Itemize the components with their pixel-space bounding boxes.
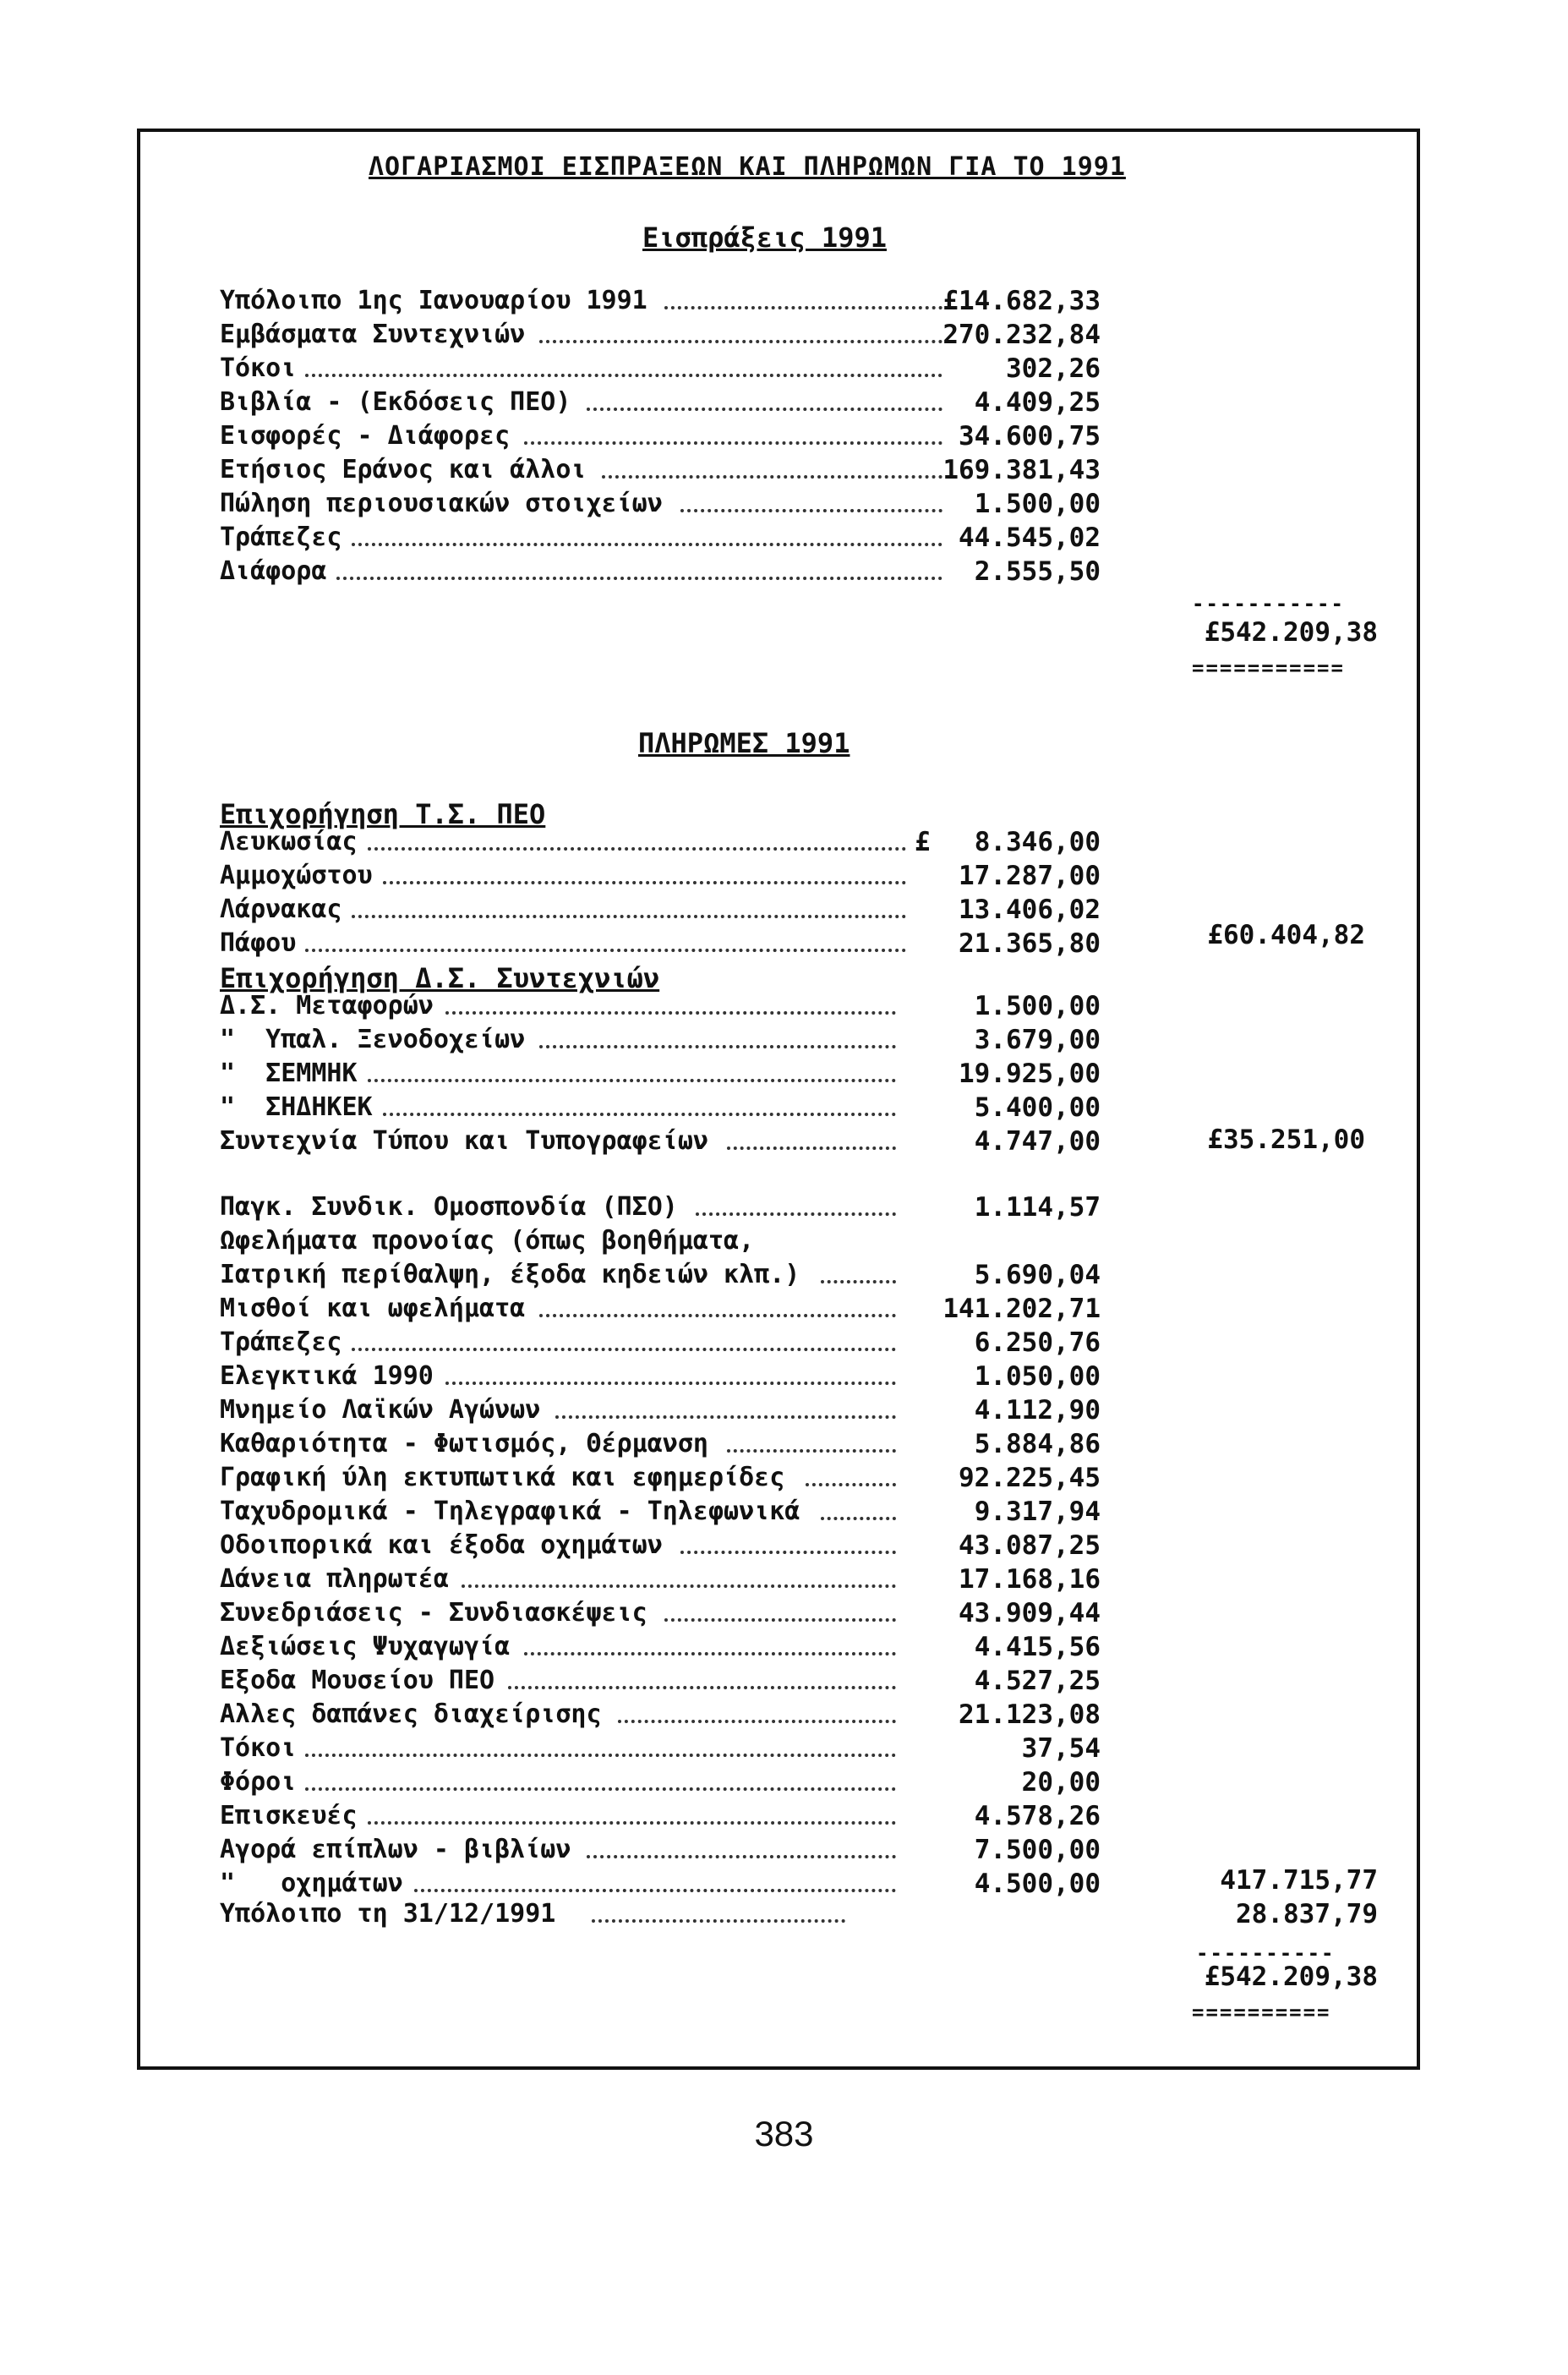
- ledger-row: [220, 1767, 1420, 1801]
- ledger-amount: 5.400,00: [974, 1092, 1101, 1123]
- ledger-amount: 1.500,00: [974, 489, 1101, 519]
- ledger-label: Ελεγκτικά 1990: [220, 1361, 434, 1391]
- leader-dots: [727, 1146, 896, 1150]
- leader-dots: [592, 1919, 845, 1923]
- ledger-row: [220, 1801, 1420, 1835]
- ledger-row: [220, 1429, 1420, 1463]
- ledger-label: " ΣΗΔΗΚΕΚ: [220, 1092, 373, 1122]
- ledger-amount: 9.317,94: [974, 1497, 1101, 1527]
- ledger-amount: 4.415,56: [974, 1632, 1101, 1662]
- ledger-label: Αγορά επίπλων - βιβλίων: [220, 1835, 571, 1864]
- payments-total: £542.209,38: [1204, 1962, 1378, 1992]
- statement-title: ΛΟΓΑΡΙΑΣΜΟΙ ΕΙΣΠΡΑΞΕΩΝ ΚΑΙ ΠΛΗΡΩΜΩΝ ΓΙΑ ΤΟ 1991: [369, 152, 1126, 182]
- ledger-amount: 19.925,00: [959, 1059, 1101, 1089]
- leader-dots: [508, 1686, 896, 1689]
- leader-dots: [524, 441, 943, 445]
- ledger-amount: 7.500,00: [974, 1835, 1101, 1865]
- ledger-amount: 4.409,25: [974, 387, 1101, 418]
- ledger-amount: 21.365,80: [959, 928, 1101, 959]
- leader-dots: [696, 1212, 896, 1216]
- leader-dots: [821, 1517, 896, 1520]
- ledger-amount: 37,54: [1021, 1733, 1101, 1764]
- ledger-row: [220, 489, 1420, 523]
- leader-dots: [305, 374, 943, 377]
- payments-heading: ΠΛΗΡΩΜΕΣ 1991: [638, 727, 850, 759]
- ledger-label: Ταχυδρομικά - Τηλεγραφικά - Τηλεφωνικά: [220, 1497, 800, 1526]
- leader-dots: [368, 1821, 897, 1825]
- leader-dots: [305, 1754, 897, 1757]
- payments-rule-bottom: ==========: [1192, 2000, 1331, 2024]
- subsidy-teo-heading: Επιχορήγηση Τ.Σ. ΠΕΟ: [220, 798, 546, 830]
- leader-dots: [383, 1113, 896, 1116]
- ledger-amount: 17.287,00: [959, 861, 1101, 891]
- ledger-amount: 13.406,02: [959, 895, 1101, 925]
- ledger-row: [220, 286, 1420, 320]
- other-payments-total: 417.715,77: [1220, 1865, 1378, 1896]
- ledger-amount: 5.690,04: [974, 1260, 1101, 1290]
- leader-dots: [305, 1787, 897, 1791]
- ledger-amount: 44.545,02: [959, 523, 1101, 553]
- leader-dots: [305, 949, 907, 952]
- receipts-total: £542.209,38: [1204, 617, 1378, 648]
- ledger-label: Διάφορα: [220, 556, 327, 586]
- leader-dots: [462, 1584, 897, 1588]
- balance-row: [220, 1899, 1420, 1933]
- ledger-amount: 141.202,71: [942, 1294, 1101, 1324]
- leader-dots: [524, 1652, 897, 1655]
- ledger-amount: 1.500,00: [974, 991, 1101, 1021]
- ledger-label: " ΣΕΜΜΗΚ: [220, 1059, 358, 1088]
- ledger-row: [220, 1059, 1420, 1092]
- leader-dots: [680, 1551, 897, 1554]
- ledger-row: [220, 991, 1420, 1025]
- ledger-row: [220, 387, 1420, 421]
- ledger-label: Εισφορές - Διάφορες: [220, 421, 511, 451]
- ledger-label: Πώληση περιουσιακών στοιχείων: [220, 489, 663, 518]
- ledger-label: Δ.Σ. Μεταφορών: [220, 991, 434, 1021]
- leader-dots: [618, 1720, 897, 1723]
- ledger-label: Ετήσιος Εράνος και άλλοι: [220, 455, 587, 484]
- ledger-amount: 4.578,26: [974, 1801, 1101, 1831]
- ledger-amount: 8.346,00: [974, 827, 1101, 857]
- ledger-label: Τόκοι: [220, 353, 297, 383]
- ledger-row: [220, 1632, 1420, 1666]
- receipts-heading: Εισπράξεις 1991: [642, 222, 887, 254]
- ledger-label: Καθαριότητα - Φωτισμός, Θέρμανση: [220, 1429, 708, 1458]
- ledger-row: [220, 1226, 1420, 1260]
- ledger-label: Λάρνακας: [220, 895, 342, 924]
- ledger-row: [220, 320, 1420, 353]
- subsidy-ds-total: £35.251,00: [1207, 1125, 1365, 1155]
- ledger-row: [220, 1497, 1420, 1530]
- ledger-label: Τόκοι: [220, 1733, 297, 1763]
- ledger-label: Τράπεζες: [220, 523, 342, 552]
- ledger-amount: 43.909,44: [959, 1598, 1101, 1628]
- leader-dots: [821, 1280, 896, 1283]
- ledger-row: [220, 1699, 1420, 1733]
- ledger-amount: 34.600,75: [959, 421, 1101, 451]
- payments-rule-top: ----------: [1196, 1941, 1336, 1965]
- ledger-row: [220, 1092, 1420, 1126]
- ledger-row: [220, 421, 1420, 455]
- leader-dots: [352, 1348, 896, 1351]
- ledger-amount: 3.679,00: [974, 1025, 1101, 1055]
- leader-dots: [368, 1079, 897, 1082]
- ledger-amount: 4.747,00: [974, 1126, 1101, 1157]
- ledger-row: [220, 455, 1420, 489]
- leader-dots: [602, 475, 942, 479]
- leader-dots: [539, 1045, 896, 1048]
- receipts-rule-bottom: ===========: [1192, 656, 1345, 680]
- ledger-amount: 169.381,43: [942, 455, 1101, 485]
- ledger-label: Επισκευές: [220, 1801, 358, 1831]
- page-number: 383: [754, 2114, 814, 2153]
- ledger-amount: 1.114,57: [974, 1192, 1101, 1223]
- ledger-amount: 4.112,90: [974, 1395, 1101, 1426]
- ledger-amount: 20,00: [1021, 1767, 1101, 1798]
- ledger-row: [220, 1327, 1420, 1361]
- leader-dots: [539, 1314, 896, 1317]
- ledger-amount: 17.168,16: [959, 1564, 1101, 1595]
- ledger-label: Βιβλία - (Εκδόσεις ΠΕΟ): [220, 387, 571, 417]
- ledger-label: Γραφική ύλη εκτυπωτικά και εφημερίδες: [220, 1463, 785, 1492]
- ledger-label: Φόροι: [220, 1767, 297, 1797]
- ledger-amount: 92.225,45: [959, 1463, 1101, 1493]
- subsidy-teo-total: £60.404,82: [1207, 920, 1365, 950]
- ledger-label: Μισθοί και ωφελήματα: [220, 1294, 526, 1323]
- ledger-label: Οδοιπορικά και έξοδα οχημάτων: [220, 1530, 663, 1560]
- ledger-amount: 2.555,50: [974, 556, 1101, 587]
- ledger-label: Αλλες δαπάνες διαχείρισης: [220, 1699, 602, 1729]
- ledger-row: [220, 1598, 1420, 1632]
- balance-label: Υπόλοιπο τη 31/12/1991: [220, 1899, 556, 1929]
- leader-dots: [352, 915, 906, 918]
- subsidy-ds-heading: Επιχορήγηση Δ.Σ. Συντεχνιών: [220, 962, 660, 994]
- leader-dots: [445, 1011, 896, 1015]
- ledger-label: Ωφελήματα προνοίας (όπως βοηθήματα,: [220, 1226, 755, 1256]
- ledger-label: Ιατρική περίθαλψη, έξοδα κηδειών κλπ.): [220, 1260, 800, 1289]
- leader-dots: [587, 1855, 897, 1858]
- leader-dots: [336, 577, 943, 580]
- ledger-row: [220, 1260, 1420, 1294]
- ledger-amount: 4.500,00: [974, 1869, 1101, 1899]
- ledger-row: [220, 556, 1420, 590]
- ledger-row: [220, 1025, 1420, 1059]
- leader-dots: [680, 509, 943, 512]
- ledger-label: Τράπεζες: [220, 1327, 342, 1357]
- ledger-label: Συνεδριάσεις - Συνδιασκέψεις: [220, 1598, 647, 1628]
- balance-amount: 28.837,79: [1236, 1899, 1378, 1929]
- leader-dots: [555, 1415, 897, 1419]
- ledger-row: [220, 1294, 1420, 1327]
- ledger-row: [220, 1564, 1420, 1598]
- ledger-row: [220, 1361, 1420, 1395]
- ledger-amount: 43.087,25: [959, 1530, 1101, 1561]
- leader-dots: [664, 1618, 896, 1622]
- ledger-row: [220, 1835, 1420, 1869]
- ledger-label: " Υπαλ. Ξενοδοχείων: [220, 1025, 526, 1054]
- leader-dots: [368, 847, 907, 851]
- leader-dots: [445, 1382, 896, 1385]
- currency-symbol: £: [915, 827, 931, 857]
- ledger-amount: £14.682,33: [942, 286, 1101, 316]
- ledger-row: [220, 861, 1420, 895]
- ledger-label: " οχημάτων: [220, 1869, 403, 1898]
- ledger-row: [220, 1192, 1420, 1226]
- leader-dots: [806, 1483, 897, 1486]
- leader-dots: [539, 340, 942, 343]
- ledger-label: Αμμοχώστου: [220, 861, 373, 890]
- ledger-row: [220, 1395, 1420, 1429]
- leader-dots: [414, 1889, 896, 1892]
- ledger-amount: 302,26: [1006, 353, 1101, 384]
- ledger-row: [220, 523, 1420, 556]
- ledger-label: Μνημείο Λαϊκών Αγώνων: [220, 1395, 541, 1425]
- ledger-label: Λευκωσίας: [220, 827, 358, 856]
- ledger-row: [220, 1733, 1420, 1767]
- ledger-row: [220, 1530, 1420, 1564]
- ledger-label: Παγκ. Συνδικ. Ομοσπονδία (ΠΣΟ): [220, 1192, 678, 1222]
- ledger-label: Υπόλοιπο 1ης Ιανουαρίου 1991: [220, 286, 647, 315]
- leader-dots: [383, 881, 906, 884]
- leader-dots: [664, 306, 942, 309]
- leader-dots: [352, 543, 942, 546]
- ledger-label: Πάφου: [220, 928, 297, 958]
- ledger-amount: 4.527,25: [974, 1666, 1101, 1696]
- ledger-amount: 1.050,00: [974, 1361, 1101, 1392]
- ledger-label: Εμβάσματα Συντεχνιών: [220, 320, 526, 349]
- ledger-amount: 270.232,84: [942, 320, 1101, 350]
- ledger-amount: 5.884,86: [974, 1429, 1101, 1459]
- ledger-row: [220, 1666, 1420, 1699]
- ledger-label: Δεξιώσεις Ψυχαγωγία: [220, 1632, 511, 1661]
- ledger-row: [220, 1463, 1420, 1497]
- leader-dots: [587, 408, 943, 411]
- ledger-amount: 6.250,76: [974, 1327, 1101, 1358]
- ledger-label: Εξοδα Μουσείου ΠΕΟ: [220, 1666, 495, 1695]
- receipts-rule-top: -----------: [1192, 592, 1345, 616]
- ledger-label: Συντεχνία Τύπου και Τυπογραφείων: [220, 1126, 708, 1156]
- ledger-row: [220, 827, 1420, 861]
- ledger-amount: 21.123,08: [959, 1699, 1101, 1730]
- ledger-label: Δάνεια πληρωτέα: [220, 1564, 449, 1594]
- ledger-row: [220, 353, 1420, 387]
- leader-dots: [727, 1449, 896, 1453]
